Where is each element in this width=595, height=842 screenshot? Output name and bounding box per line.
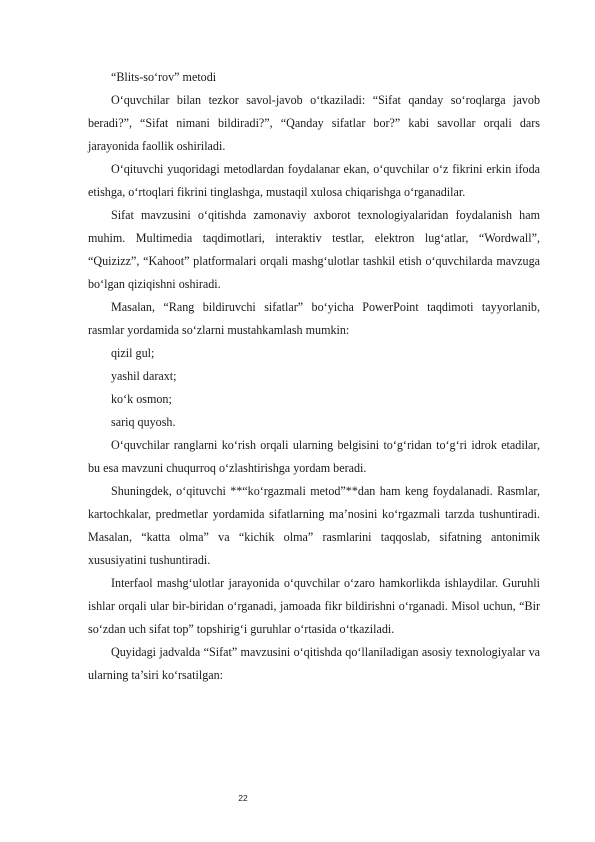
paragraph: Sifat mavzusini o‘qitishda zamonaviy axborot texnologiyalaridan foydalanish ham muhim. Multimedia taqdimotlari, interaktiv testlar, elektron lug‘atlar, “Wordwall”, “Quizizz”, “Kahoot” platformalari orqali mashg‘ulotlar tashkil etish o‘quvchilarda mavzuga bo‘lgan qiziqishni oshiradi. [88,208,540,291]
paragraph: Interfaol mashg‘ulotlar jarayonida o‘quvchilar o‘zaro hamkorlikda ishlaydilar. Guruhli ishlar orqali ular bir-biridan o‘rganadi, jamoada fikr bildirishni o‘rganadi. Misol uchun, “Bir so‘zdan uch sifat top” topshirig‘i guruhlar o‘rtasida o‘tkaziladi. [88,576,540,636]
list-item: qizil gul; [111,346,155,360]
page-number: 22 [238,793,248,803]
paragraph: Quyidagi jadvalda “Sifat” mavzusini o‘qitishda qo‘llaniladigan asosiy texnologiyalar va ularning ta’siri ko‘rsatilgan: [88,645,540,682]
paragraph: Masalan, “Rang bildiruvchi sifatlar” bo‘yicha PowerPoint taqdimoti tayyorlanib, rasmlar yordamida so‘zlarni mustahkamlash mumkin: [88,300,540,337]
section-heading: “Blits-so‘rov” metodi [111,70,217,84]
document-body [88,66,540,687]
paragraph: O‘quvchilar ranglarni ko‘rish orqali ularning belgisini to‘g‘ridan to‘g‘ri idrok etadilar, bu esa mavzuni chuqurroq o‘zlashtirishga yordam beradi. [88,438,540,475]
list-item: sariq quyosh. [111,415,176,429]
paragraph: Shuningdek, o‘qituvchi **“ko‘rgazmali metod”**dan ham keng foydalanadi. Rasmlar, kartochkalar, predmetlar yordamida sifatlarning ma’nosini ko‘rgazmali tarzda tushuntiradi. Masalan, “katta olma” va “kichik olma” rasmlarini taqqoslab, sifatning antonimik xususiyatini tushuntiradi. [88,484,540,567]
list-item: ko‘k osmon; [111,392,172,406]
list-item: yashil daraxt; [111,369,177,383]
paragraph: O‘quvchilar bilan tezkor savol-javob o‘tkaziladi: “Sifat qanday so‘roqlarga javob beradi?”, “Sifat nimani bildiradi?”, “Qanday sifatlar bor?” kabi savollar orqali dars jarayonida faollik oshiriladi. [88,93,540,153]
paragraph: O‘qituvchi yuqoridagi metodlardan foydalanar ekan, o‘quvchilar o‘z fikrini erkin ifoda etishga, o‘rtoqlari fikrini tinglashga, mustaqil xulosa chiqarishga o‘rganadilar. [88,162,540,199]
example-list [88,342,540,434]
